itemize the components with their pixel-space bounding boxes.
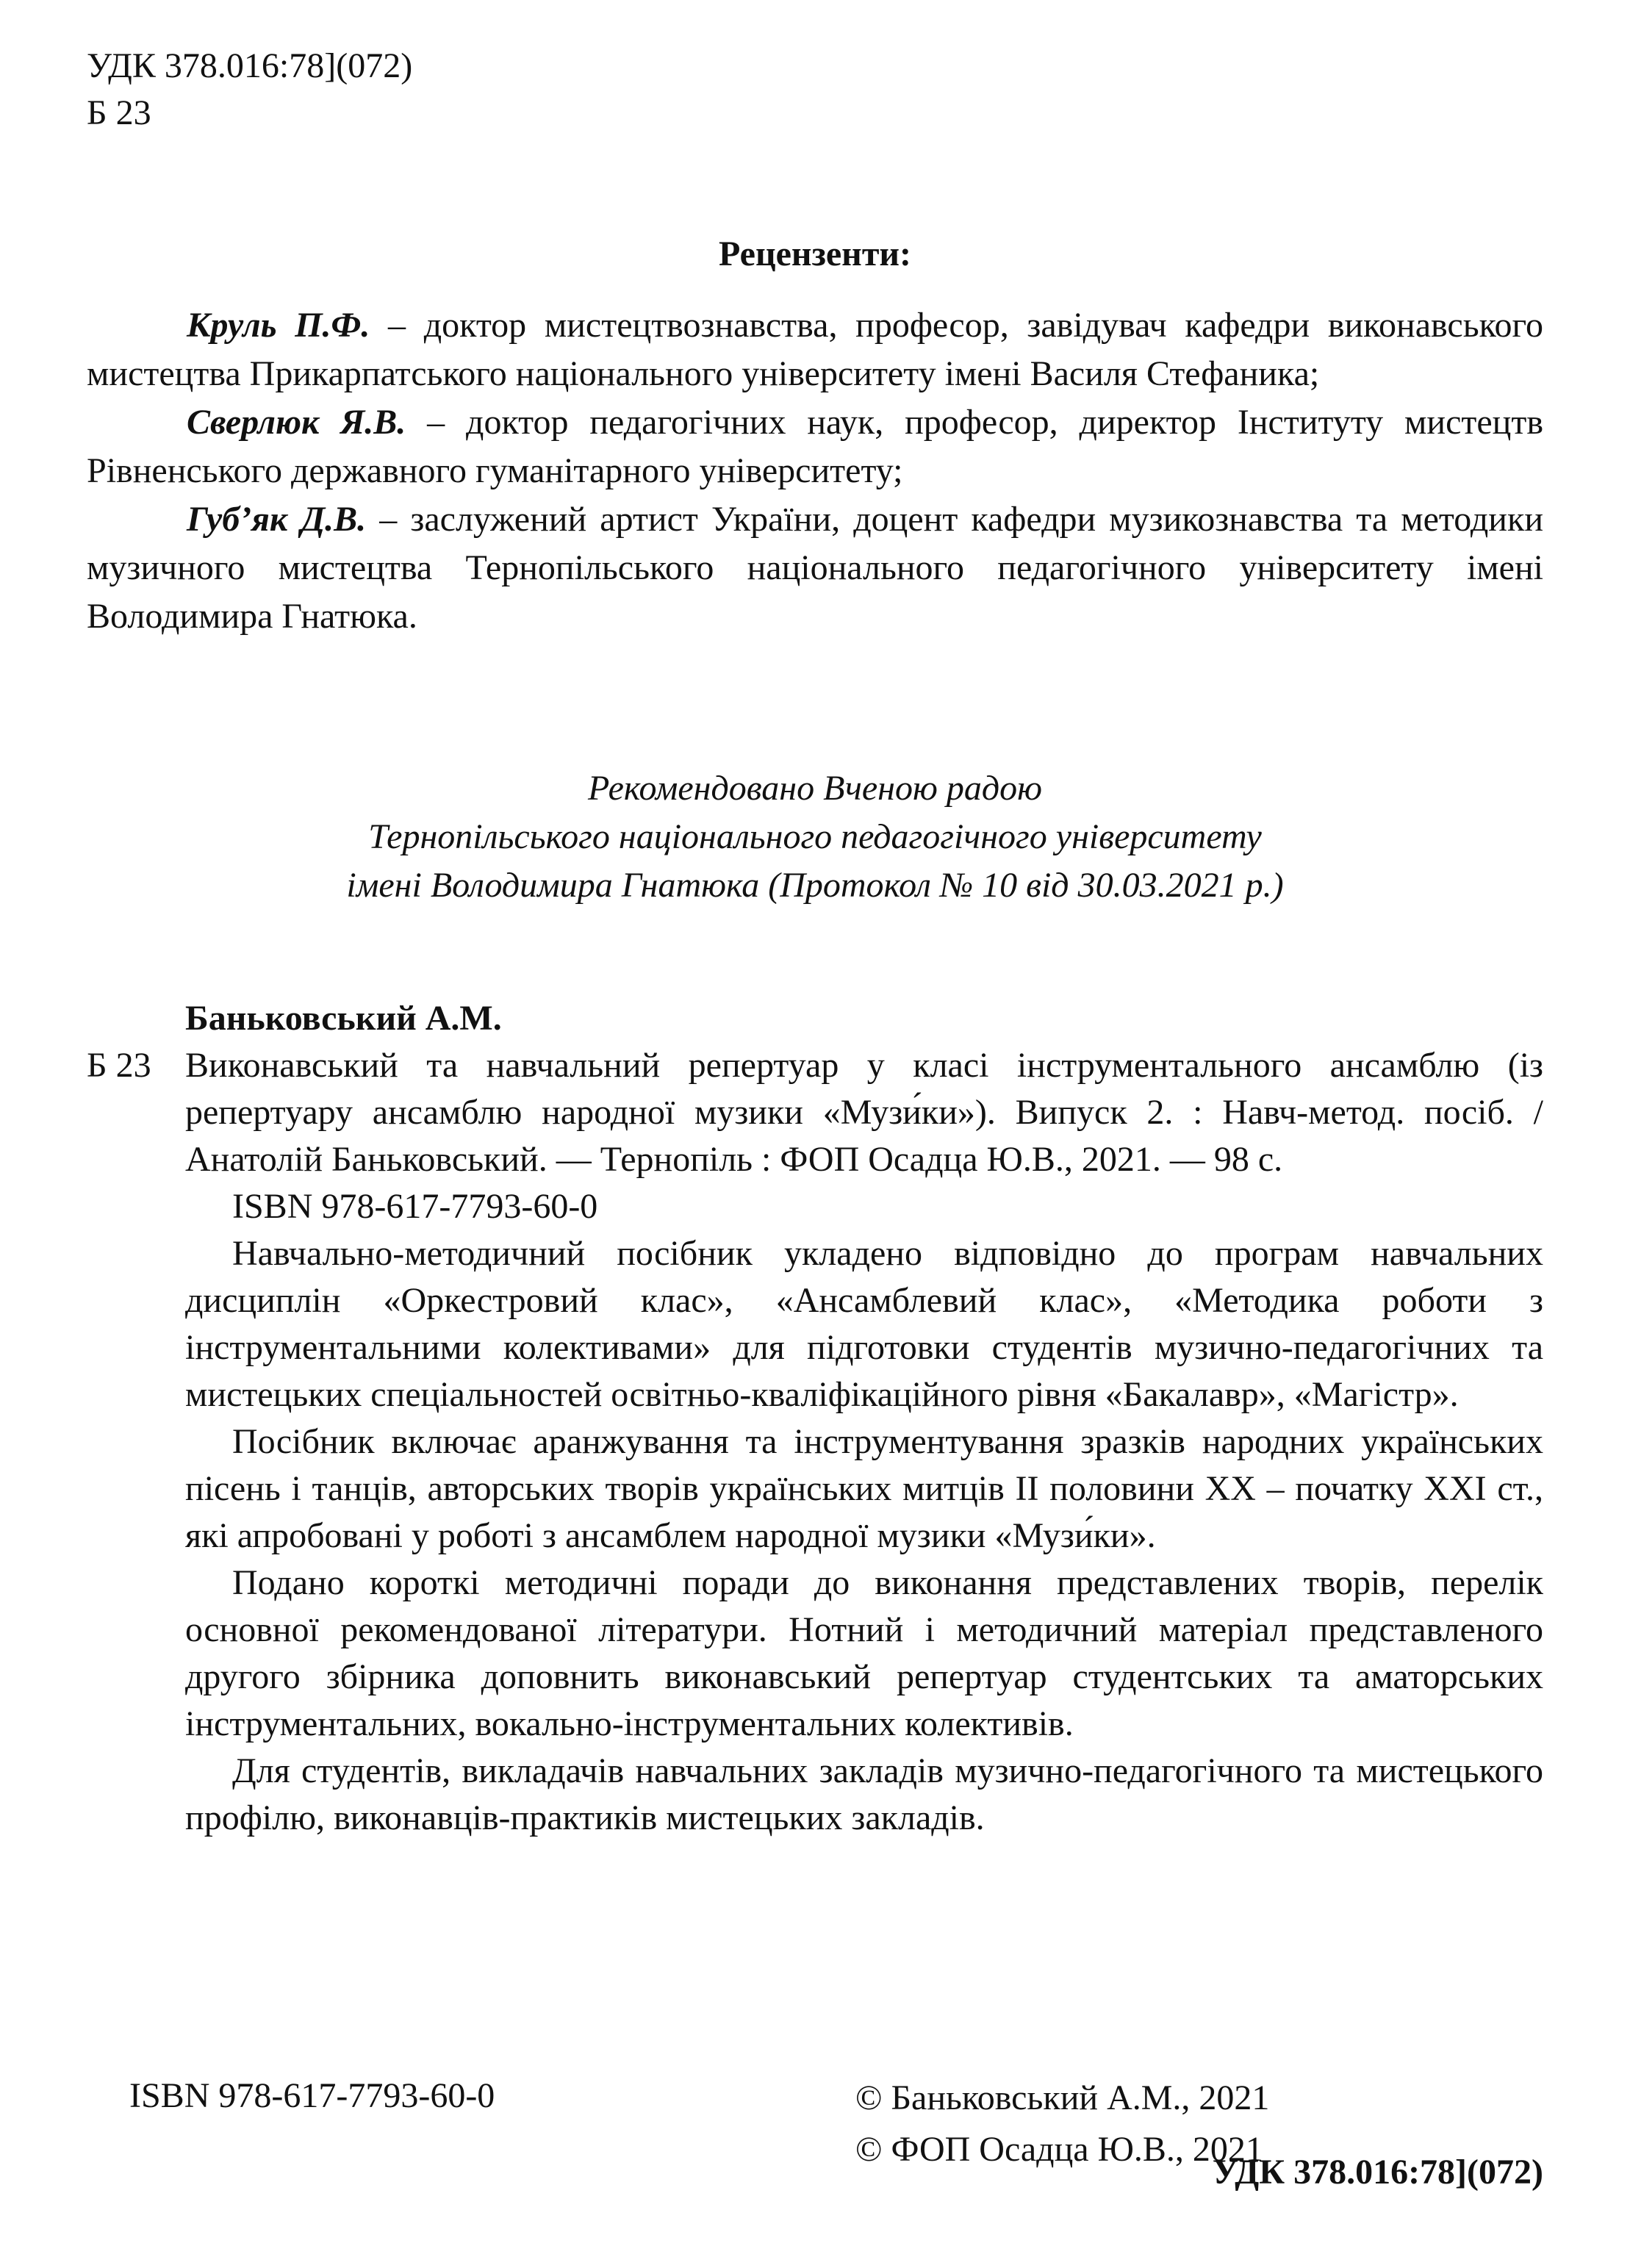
reviewer-name: Губ’як Д.В. <box>187 500 367 539</box>
reviewer-name: Сверлюк Я.В. <box>187 403 406 442</box>
reviewer-description: – заслужений артист України, доцент кафедри музикознавства та методики музичного мистецтва Тернопільського національного педагогічного університету імені Володимира Гнатюка. <box>87 500 1544 636</box>
reviewers-heading: Рецензенти: <box>718 234 912 273</box>
bbk-code: Б 23 <box>87 93 151 132</box>
copyright-block <box>855 2073 1517 2175</box>
catalog-isbn: ISBN 978-617-7793-60-0 <box>232 1187 598 1226</box>
reviewer-item <box>87 398 1543 495</box>
footer-isbn: ISBN 978-617-7793-60-0 <box>129 2076 495 2115</box>
reviewer-item <box>87 495 1543 641</box>
reviewer-description: – доктор педагогічних наук, професор, директор Інституту мистецтв Рівненського державного гуманітарного університету; <box>87 403 1544 490</box>
reviewer-item <box>87 301 1543 398</box>
recommendation-line: Тернопільського національного педагогічного університету <box>368 817 1262 856</box>
catalog-record <box>185 1042 1543 1842</box>
annotation-paragraph: Посібник включає аранжування та інструментування зразків народних українських пісень і танців, авторських творів українських митців ІІ половини ХХ – початку ХХІ ст., які апробовані у роботі з ансамблем народної музики «Музи́ки». <box>185 1422 1543 1555</box>
recommendation-block <box>87 764 1543 910</box>
annotation-paragraph: Для студентів, викладачів навчальних закладів музично-педагогічного та мистецького профілю, виконавців-практиків мистецьких закладів. <box>185 1751 1543 1837</box>
reviewers-list <box>87 301 1543 641</box>
annotation-paragraph: Навчально-методичний посібник укладено відповідно до програм навчальних дисциплін «Оркестровий клас», «Ансамблевий клас», «Методика роботи з інструментальними колективами» для підготовки студентів музично-педагогічних та мистецьких спеціальностей освітньо-кваліфікаційного рівня «Бакалавр», «Магістр». <box>185 1234 1543 1414</box>
recommendation-line: Рекомендовано Вченою радою <box>588 769 1042 808</box>
udk-code: УДК 378.016:78](072) <box>87 46 413 85</box>
classification-codes <box>87 43 601 137</box>
recommendation-line: імені Володимира Гнатюка (Протокол № 10 від 30.03.2021 р.) <box>346 866 1284 905</box>
reviewer-description: – доктор мистецтвознавства, професор, завідувач кафедри виконавського мистецтва Прикарпатського національного університету імені Василя Стефаника; <box>87 306 1543 393</box>
copyright-author: © Баньковський А.М., 2021 <box>855 2078 1270 2117</box>
udk-bold-code: УДК 378.016:78](072) <box>1212 2153 1543 2192</box>
reviewer-name: Круль П.Ф. <box>187 306 370 345</box>
catalog-code: Б 23 <box>87 1046 151 1085</box>
catalog-description: Виконавський та навчальний репертуар у класі інструментального ансамблю (із репертуару ансамблю народної музики «Музи́ки»). Випуск 2. : Навч-метод. посіб. / Анатолій Баньковський. — Тернопіль : ФОП Осадца Ю.В., 2021. — 98 с. <box>185 1046 1543 1179</box>
copyright-publisher: © ФОП Осадца Ю.В., 2021 <box>855 2130 1263 2169</box>
annotation-paragraph: Подано короткі методичні поради до виконання представлених творів, перелік основної рекомендованої літератури. Нотний і методичний матеріал представленого другого збірника доповнить виконавський репертуар студентських та аматорських інструментальних, вокально-інструментальних колективів. <box>185 1563 1543 1743</box>
catalog-author: Баньковський А.М. <box>185 999 502 1038</box>
